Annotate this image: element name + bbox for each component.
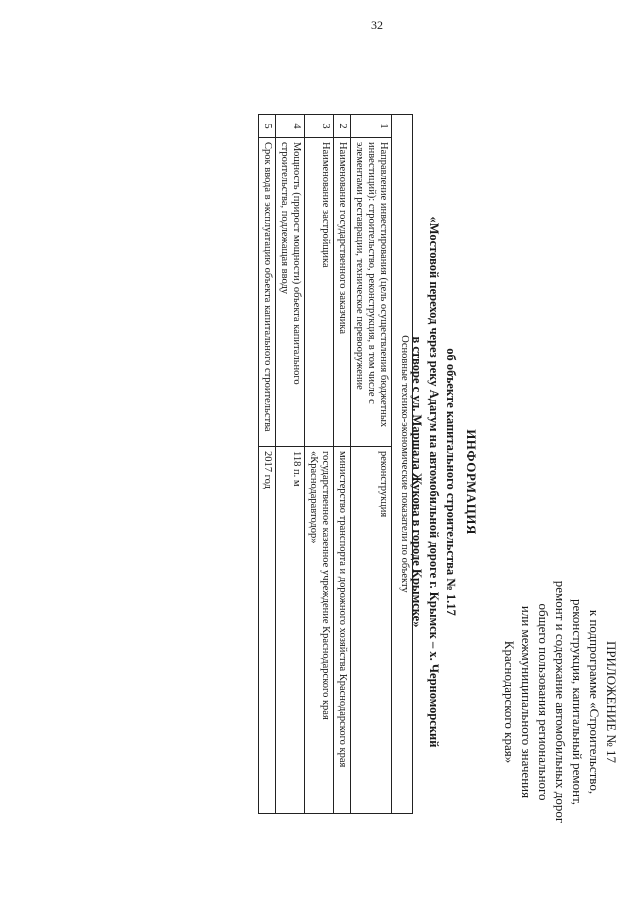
row-value: реконструкция — [351, 447, 392, 814]
page-number: 32 — [371, 18, 383, 32]
table-header: Основные технико-экономические показатели по объекту — [392, 115, 413, 814]
row-value: государственное казенное учреждение Краснодарского края «Краснодаравтодор» — [305, 447, 334, 814]
appendix-line: к подпрограмме «Строительство, — [587, 609, 602, 795]
heading-line: об объекте капитального строительства № 1.17 — [444, 348, 458, 616]
row-name: Наименование государственного заказчика — [334, 138, 351, 447]
row-name: Наименование застройщика — [305, 138, 334, 447]
appendix-line: реконструкция, капитальный ремонт, — [570, 598, 585, 806]
row-value: 2017 год — [259, 447, 276, 814]
rotated-page-content — [68, 62, 628, 862]
appendix-line: Краснодарского края» — [502, 640, 517, 764]
heading-line: в створе с ул. Маршала Жукова в городе Крымске» — [410, 336, 424, 628]
table-row — [305, 115, 334, 814]
table-row — [276, 115, 305, 814]
row-value: министерство транспорта и дорожного хозяйства Краснодарского края — [334, 447, 351, 814]
row-name: Срок ввода в эксплуатацию объекта капитального строительства — [259, 138, 276, 447]
row-name: Мощность (прирост мощности) объекта капитального строительства, подлежащая вводу — [276, 138, 305, 447]
row-number: 1 — [351, 115, 392, 138]
row-name: Направление инвестирования (цель осуществления бюджетных инвестиций): строительство, реконструкция, в том числе с элементами реставрации, техническое перевооружение — [351, 138, 392, 447]
appendix-line: ремонт и содержание автомобильных дорог — [553, 580, 568, 824]
row-number: 3 — [305, 115, 334, 138]
row-number: 5 — [259, 115, 276, 138]
heading-line: «Мостовой переход через реку Адагум на автомобильной дороге г. Крымск – х. Черноморский — [427, 216, 441, 748]
table-row — [351, 115, 392, 814]
appendix-block — [501, 542, 620, 862]
row-number: 4 — [276, 115, 305, 138]
indicators-table — [258, 114, 413, 814]
heading-title: ИНФОРМАЦИЯ — [464, 429, 479, 535]
table-header-row — [392, 115, 413, 814]
table-row — [259, 115, 276, 814]
table-row — [334, 115, 351, 814]
document-heading — [408, 182, 480, 782]
appendix-line: или межмуниципального значения — [519, 605, 534, 799]
row-number: 2 — [334, 115, 351, 138]
appendix-title: ПРИЛОЖЕНИЕ № 17 — [604, 640, 619, 764]
appendix-line: общего пользования регионального — [536, 603, 551, 801]
row-value: 118 п. м — [276, 447, 305, 814]
